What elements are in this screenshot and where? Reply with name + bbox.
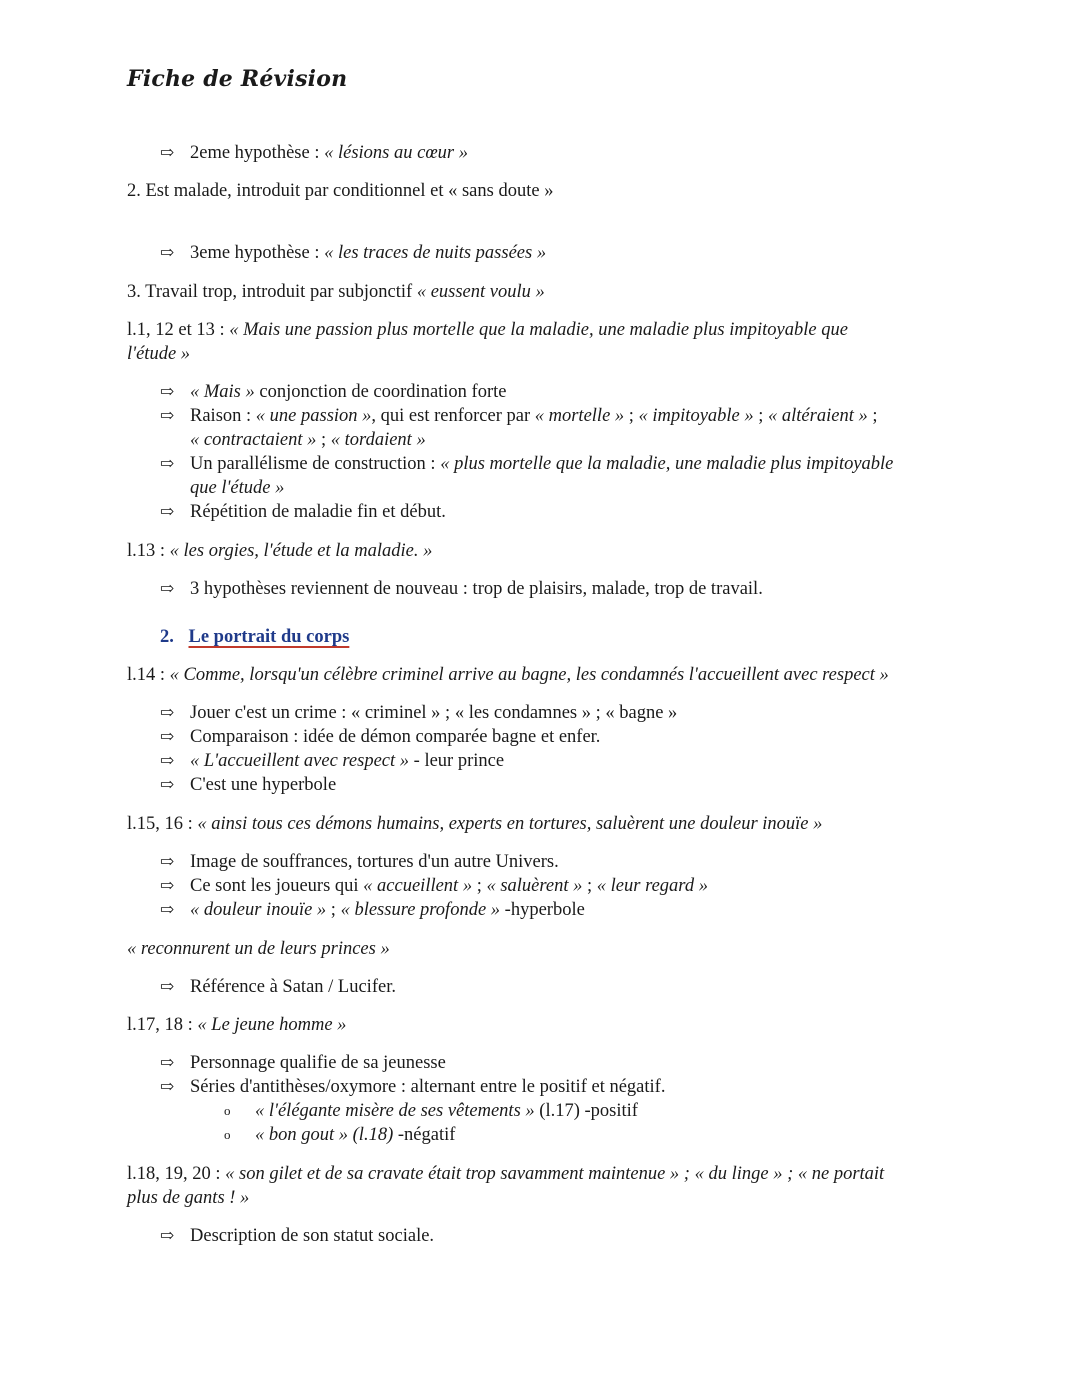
circle-bullet-icon: o: [224, 1127, 231, 1142]
arrow-icon: ⇨: [160, 703, 175, 722]
list-item: C'est une hyperbole: [190, 775, 337, 795]
paragraph: l.18, 19, 20 : « son gilet et de sa cravate était trop savamment maintenue » ; « du linge » ; « ne portait: [127, 1164, 885, 1184]
arrow-icon: ⇨: [160, 243, 175, 262]
arrow-icon: ⇨: [160, 900, 175, 919]
sub-list-item: « bon gout » (l.18) -négatif: [255, 1125, 456, 1145]
list-item: Jouer c'est un crime : « criminel » ; « les condamnes » ; « bagne »: [190, 703, 678, 723]
paragraph: « reconnurent un de leurs princes »: [127, 939, 390, 959]
list-item: Ce sont les joueurs qui « accueillent » ; « saluèrent » ; « leur regard »: [190, 876, 708, 896]
arrow-icon: ⇨: [160, 454, 175, 473]
paragraph: l.15, 16 : « ainsi tous ces démons humains, experts en tortures, saluèrent une douleur inouïe »: [127, 814, 823, 834]
sub-list-item: « l'élégante misère de ses vêtements » (l.17) -positif: [255, 1101, 638, 1121]
arrow-icon: ⇨: [160, 143, 175, 162]
list-item: « L'accueillent avec respect » - leur prince: [190, 751, 505, 771]
arrow-icon: ⇨: [160, 1226, 175, 1245]
paragraph-continuation: l'étude »: [127, 344, 191, 364]
list-item: Un parallélisme de construction : « plus mortelle que la maladie, une maladie plus impitoyable: [190, 454, 894, 474]
list-item: Comparaison : idée de démon comparée bagne et enfer.: [190, 727, 601, 747]
arrow-icon: ⇨: [160, 502, 175, 521]
list-item: « Mais » conjonction de coordination forte: [190, 382, 507, 402]
paragraph: l.17, 18 : « Le jeune homme »: [127, 1015, 347, 1035]
list-item: Raison : « une passion », qui est renforcer par « mortelle » ; « impitoyable » ; « altéraient » ;: [190, 406, 878, 426]
arrow-icon: ⇨: [160, 1077, 175, 1096]
paragraph: l.14 : « Comme, lorsqu'un célèbre criminel arrive au bagne, les condamnés l'accueillent avec respect »: [127, 665, 889, 685]
list-item: Séries d'antithèses/oxymore : alternant entre le positif et négatif.: [190, 1077, 666, 1097]
list-item: 3eme hypothèse : « les traces de nuits passées »: [190, 243, 547, 263]
page-header-title: Fiche de Révision: [127, 66, 348, 92]
arrow-icon: ⇨: [160, 751, 175, 770]
arrow-icon: ⇨: [160, 775, 175, 794]
arrow-icon: ⇨: [160, 977, 175, 996]
paragraph: l.13 : « les orgies, l'étude et la maladie. »: [127, 541, 433, 561]
arrow-icon: ⇨: [160, 579, 175, 598]
list-item: Personnage qualifie de sa jeunesse: [190, 1053, 446, 1073]
list-item: Description de son statut sociale.: [190, 1226, 435, 1246]
list-item: « douleur inouïe » ; « blessure profonde » -hyperbole: [190, 900, 585, 920]
paragraph: 2. Est malade, introduit par conditionnel et « sans doute »: [127, 181, 554, 201]
list-item-continuation: que l'étude »: [190, 478, 285, 498]
list-item: Image de souffrances, tortures d'un autre Univers.: [190, 852, 559, 872]
arrow-icon: ⇨: [160, 852, 175, 871]
section-heading: [160, 625, 349, 649]
circle-bullet-icon: o: [224, 1103, 231, 1118]
arrow-icon: ⇨: [160, 406, 175, 425]
list-item: 3 hypothèses reviennent de nouveau : trop de plaisirs, malade, trop de travail.: [190, 579, 763, 599]
section-title: Le portrait du corps: [188, 627, 350, 647]
arrow-icon: ⇨: [160, 382, 175, 401]
arrow-icon: ⇨: [160, 727, 175, 746]
list-item: Référence à Satan / Lucifer.: [190, 977, 396, 997]
section-number: 2.: [160, 627, 174, 647]
list-item: Répétition de maladie fin et début.: [190, 502, 446, 522]
list-item-continuation: « contractaient » ; « tordaient »: [190, 430, 426, 450]
arrow-icon: ⇨: [160, 1053, 175, 1072]
arrow-icon: ⇨: [160, 876, 175, 895]
paragraph-continuation: plus de gants ! »: [127, 1188, 250, 1208]
paragraph: l.1, 12 et 13 : « Mais une passion plus mortelle que la maladie, une maladie plus impitoyable que: [127, 320, 848, 340]
paragraph: 3. Travail trop, introduit par subjonctif « eussent voulu »: [127, 282, 545, 302]
list-item: 2eme hypothèse : « lésions au cœur »: [190, 143, 468, 163]
